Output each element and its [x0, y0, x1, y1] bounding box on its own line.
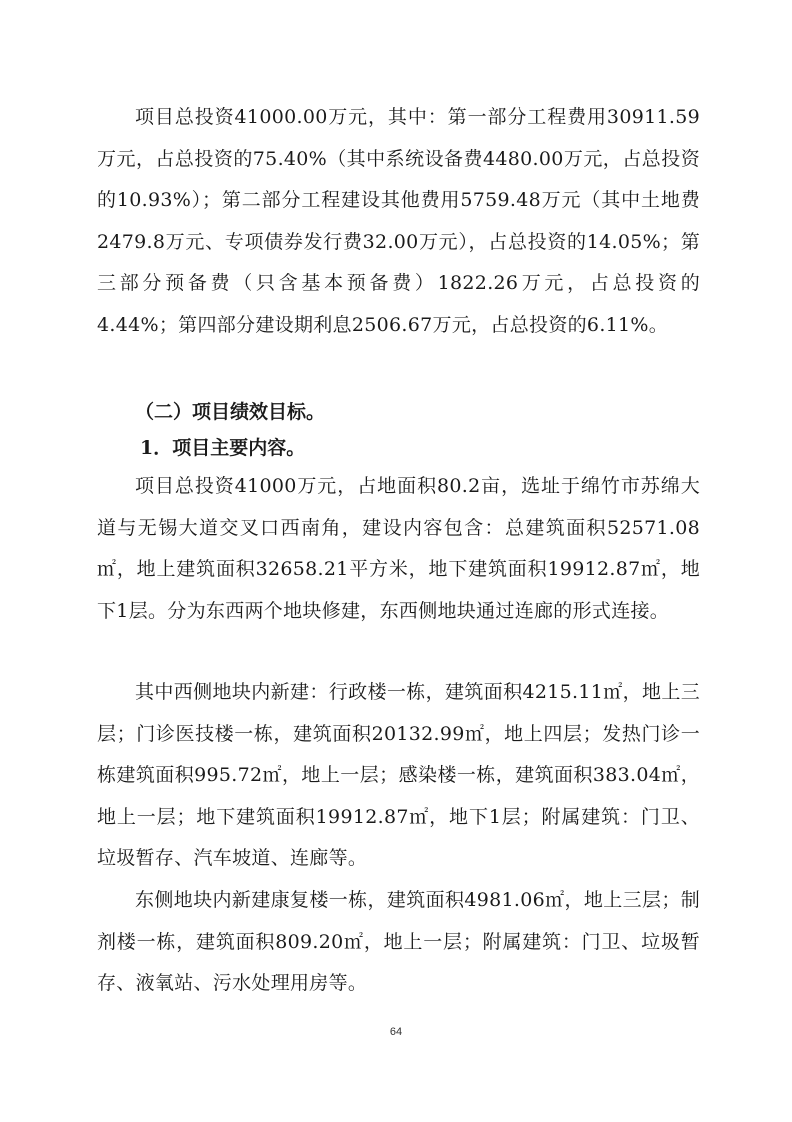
east-plot-paragraph: 东侧地块内新建康复楼一栋，建筑面积4981.06㎡，地上三层；制剂楼一栋，建筑面积809.20㎡，地上一层；附属建筑：门卫、垃圾暂存、液氧站、污水处理用房等。	[97, 889, 700, 994]
section-heading-performance-goals: （二）项目绩效目标。	[135, 401, 326, 423]
west-plot-block	[97, 672, 700, 880]
west-plot-paragraph: 其中西侧地块内新建：行政楼一栋，建筑面积4215.11㎡，地上三层；门诊医技楼一栋，建筑面积20132.99㎡，地上四层；发热门诊一栋建筑面积995.72㎡，地上一层；感染楼一栋，建筑面积383.04㎡，地上一层；地下建筑面积19912.87㎡，地下1层；附属建筑：门卫、垃圾暂存、汽车坡道、连廊等。	[97, 681, 700, 869]
subsection-heading-main-content: 1．项目主要内容。	[140, 437, 306, 459]
project-content-block	[97, 466, 700, 632]
investment-summary-block	[97, 97, 700, 346]
investment-paragraph: 项目总投资41000.00万元，其中：第一部分工程费用30911.59万元，占总投资的75.40%（其中系统设备费4480.00万元，占总投资的10.93%）；第二部分工程建设其他费用5759.48万元（其中土地费2479.8万元、专项债券发行费32.00万元），占总投资的14.05%；第三部分预备费（只含基本预备费）1822.26万元，占总投资的4.44%；第四部分建设期利息2506.67万元，占总投资的6.11%。	[97, 106, 700, 336]
page-number: 64	[389, 1026, 403, 1038]
east-plot-block	[97, 880, 700, 1005]
project-overview-paragraph: 项目总投资41000万元，占地面积80.2亩，选址于绵竹市苏绵大道与无锡大道交叉口西南角，建设内容包含：总建筑面积52571.08㎡，地上建筑面积32658.21平方米，地下建筑面积19912.87㎡，地下1层。分为东西两个地块修建，东西侧地块通过连廊的形式连接。	[97, 475, 700, 622]
